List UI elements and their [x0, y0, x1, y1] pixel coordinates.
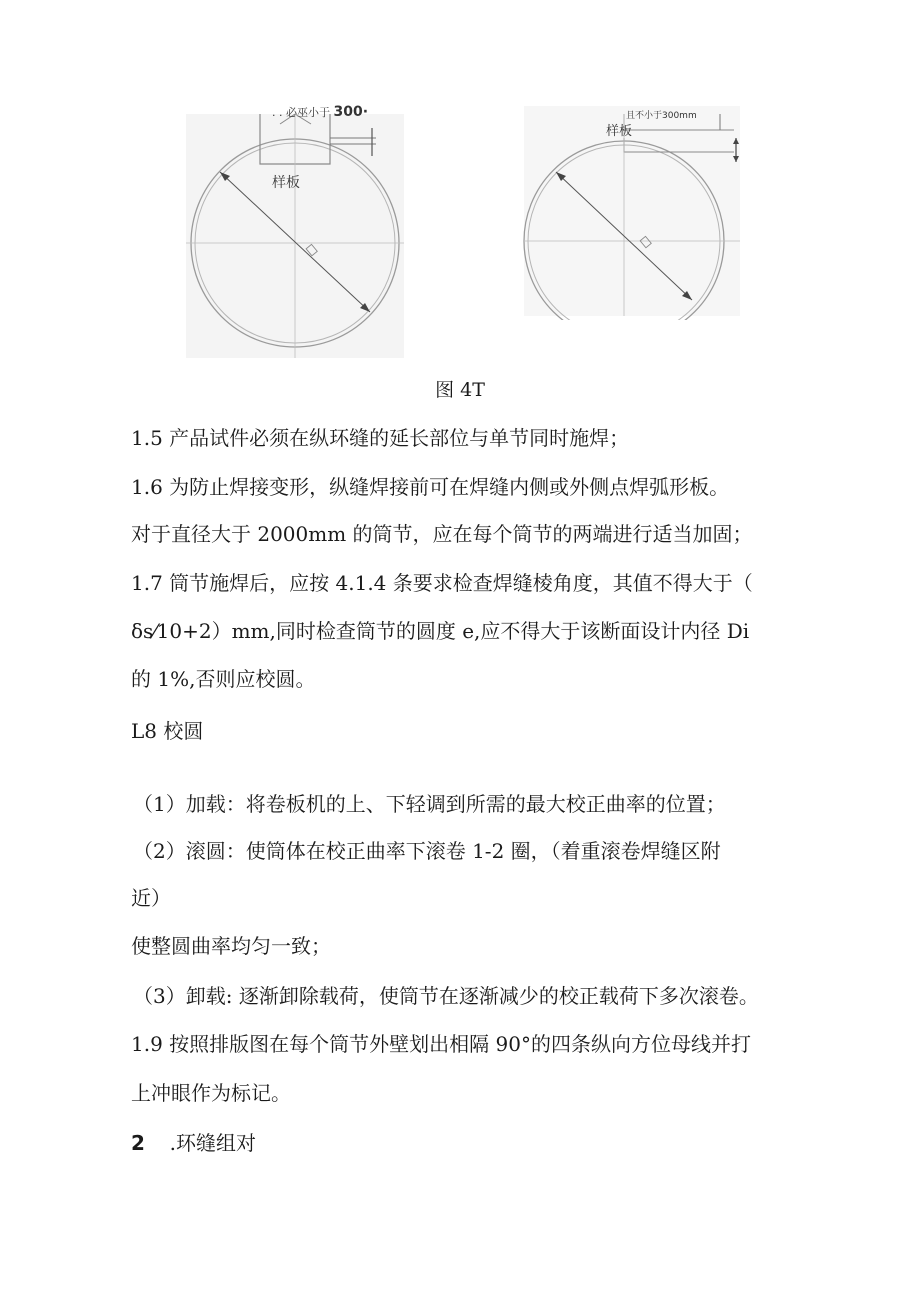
paragraph-1-5: 1.5 产品试件必须在纵环缝的延长部位与单节同时施焊；	[131, 426, 630, 450]
paragraph-1-7: 1.7 筒节施焊后，应按 4.1.4 条要求检查焊缝棱角度，其值不得大于（	[131, 571, 753, 595]
figure-left-top-text: . . 必巫小于	[272, 106, 330, 119]
section-heading	[131, 1130, 256, 1156]
paragraph-1-6-cont: 对于直径大于 2000mm 的筒节，应在每个筒节的两端进行适当加固；	[131, 522, 753, 546]
figure-right	[520, 100, 748, 320]
paragraph-1-6: 1.6 为防止焊接变形，纵缝焊接前可在焊缝内侧或外侧点焊弧形板。	[131, 475, 730, 499]
step-roll-cont: 近）	[131, 886, 171, 910]
circle-template-diagram-right	[520, 100, 748, 320]
figure-left-template-label: 样板	[272, 175, 300, 191]
figure-left	[186, 100, 404, 358]
figure-right-top-label: 且不小于300mm	[626, 111, 697, 121]
heading-1-8: L8 校圆	[131, 719, 204, 743]
step-load: （1）加载：将卷板机的上、下轻调到所需的最大校正曲率的位置；	[133, 792, 726, 816]
figure-caption: 图 4T	[435, 379, 485, 401]
step-unload: （3）卸载: 逐渐卸除载荷，使筒节在逐渐减少的校正载荷下多次滚卷。	[133, 984, 759, 1008]
paragraph-1-7-cont: δs⁄10+2）mm,同时检查筒节的圆度 e,应不得大于该断面设计内径 Di	[131, 619, 750, 643]
figure-right-template-label: 样板	[606, 124, 633, 139]
figure-left-top-label	[272, 104, 368, 120]
paragraph-1-9: 1.9 按照排版图在每个筒节外壁划出相隔 90°的四条纵向方位母线并打	[131, 1032, 751, 1056]
section-number: 2	[131, 1131, 145, 1155]
figure-left-top-number: 300·	[333, 104, 369, 120]
circle-template-diagram-left	[186, 100, 404, 358]
step-roll: （2）滚圆：使筒体在校正曲率下滚卷 1-2 圈，（着重滚卷焊缝区附	[133, 839, 721, 863]
step-roll-end: 使整圆曲率均匀一致；	[131, 934, 331, 958]
section-title: .环缝组对	[169, 1131, 256, 1155]
paragraph-1-9-cont: 上冲眼作为标记。	[131, 1081, 291, 1105]
paragraph-1-7-end: 的 1%,否则应校圆。	[131, 667, 316, 691]
